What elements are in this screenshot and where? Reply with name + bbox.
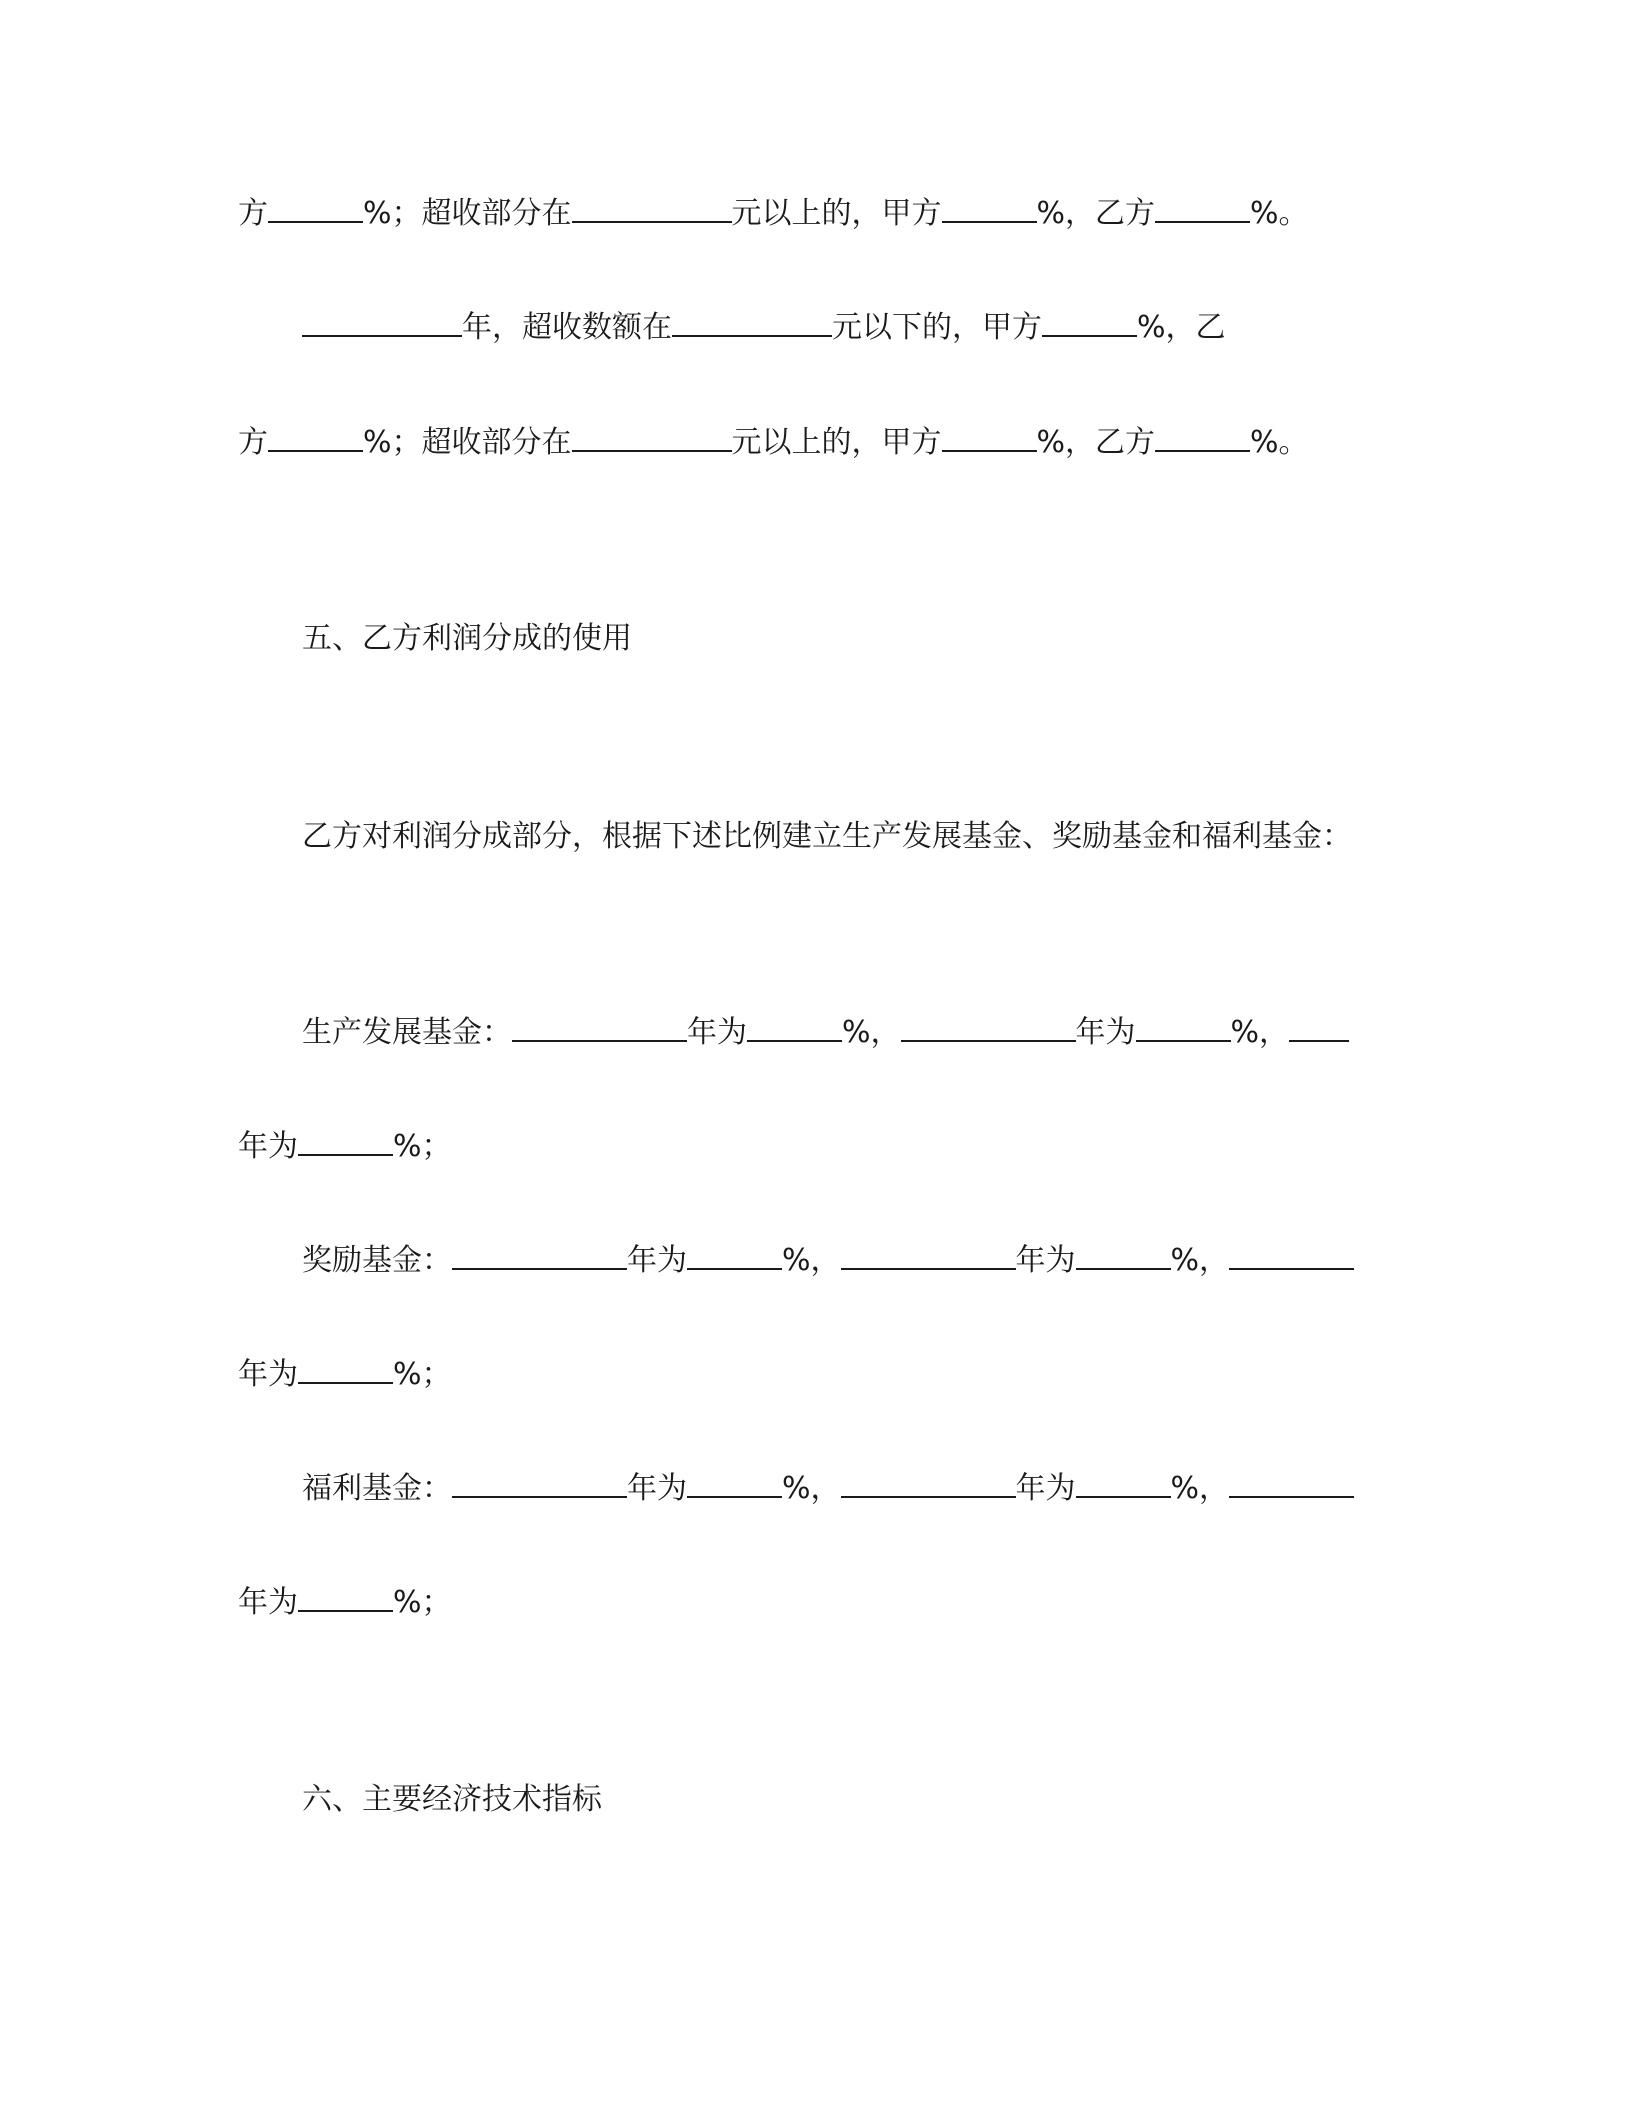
blank-field[interactable] — [1289, 1010, 1349, 1042]
blank-field[interactable] — [298, 1124, 393, 1156]
text: 年为 — [627, 1471, 687, 1506]
blank-field[interactable] — [747, 1010, 842, 1042]
blank-field[interactable] — [942, 420, 1037, 452]
blank-field[interactable] — [298, 1352, 393, 1384]
fund-reward-line-cont — [238, 1352, 452, 1397]
text: 年为 — [687, 1015, 747, 1050]
text: 元以上的，甲方 — [731, 425, 942, 460]
blank-field[interactable] — [841, 1466, 1016, 1498]
text: 年，超收数额在 — [462, 310, 672, 345]
blank-field[interactable] — [268, 191, 363, 223]
text: 年为 — [627, 1243, 687, 1278]
fund-reward-line — [302, 1238, 1354, 1283]
fund-welfare-line — [302, 1466, 1354, 1511]
blank-field[interactable] — [1155, 420, 1250, 452]
blank-field[interactable] — [841, 1238, 1016, 1270]
text: %， — [1170, 1471, 1230, 1506]
text: 年为 — [1015, 1243, 1076, 1278]
fund-label: 奖励基金： — [302, 1243, 452, 1278]
text: 年为 — [238, 1129, 298, 1164]
text: %， — [782, 1471, 841, 1506]
text: %，乙方 — [1036, 425, 1156, 460]
blank-field[interactable] — [572, 420, 732, 452]
clause-line-2 — [302, 305, 1226, 350]
text: %， — [782, 1243, 841, 1278]
blank-field[interactable] — [942, 191, 1037, 223]
clause-line-3 — [238, 420, 1309, 465]
text: %。 — [1250, 425, 1309, 460]
blank-field[interactable] — [1136, 1010, 1231, 1042]
text: 年为 — [1015, 1471, 1076, 1506]
text: 方 — [238, 425, 268, 460]
blank-field[interactable] — [452, 1238, 627, 1270]
blank-field[interactable] — [302, 305, 462, 337]
blank-field[interactable] — [1076, 1238, 1171, 1270]
section-5-intro: 乙方对利润分成部分，根据下述比例建立生产发展基金、奖励基金和福利基金： — [302, 819, 1352, 854]
text: %； — [393, 1585, 452, 1620]
blank-field[interactable] — [1042, 305, 1137, 337]
fund-label: 生产发展基金： — [302, 1015, 512, 1050]
blank-field[interactable] — [1076, 1466, 1171, 1498]
blank-field[interactable] — [572, 191, 732, 223]
text: %；超收部分在 — [363, 425, 572, 460]
text: %， — [842, 1015, 901, 1050]
text: %， — [1170, 1243, 1230, 1278]
blank-field[interactable] — [687, 1238, 782, 1270]
blank-field[interactable] — [452, 1466, 627, 1498]
text: %，乙方 — [1036, 196, 1156, 231]
blank-field[interactable] — [672, 305, 832, 337]
text: %， — [1230, 1015, 1290, 1050]
clause-line-1 — [238, 191, 1309, 236]
blank-field[interactable] — [1229, 1466, 1354, 1498]
text: 元以下的，甲方 — [832, 310, 1042, 345]
blank-field[interactable] — [298, 1580, 393, 1612]
section-heading-5: 五、乙方利润分成的使用 — [302, 621, 632, 656]
text: 年为 — [1075, 1015, 1136, 1050]
section-heading-6: 六、主要经济技术指标 — [302, 1782, 602, 1817]
blank-field[interactable] — [268, 420, 363, 452]
text: 年为 — [238, 1585, 298, 1620]
blank-field[interactable] — [687, 1466, 782, 1498]
blank-field[interactable] — [1155, 191, 1250, 223]
fund-welfare-line-cont — [238, 1580, 452, 1625]
text: %； — [393, 1129, 452, 1164]
fund-production-line — [302, 1010, 1349, 1055]
blank-field[interactable] — [512, 1010, 687, 1042]
text: %；超收部分在 — [363, 196, 572, 231]
text: 方 — [238, 196, 268, 231]
text: %； — [393, 1357, 452, 1392]
blank-field[interactable] — [901, 1010, 1076, 1042]
text: %。 — [1250, 196, 1309, 231]
fund-label: 福利基金： — [302, 1471, 452, 1506]
blank-field[interactable] — [1229, 1238, 1354, 1270]
fund-production-line-cont — [238, 1124, 452, 1169]
text: 年为 — [238, 1357, 298, 1392]
text: 元以上的，甲方 — [731, 196, 942, 231]
text: %，乙 — [1137, 310, 1226, 345]
